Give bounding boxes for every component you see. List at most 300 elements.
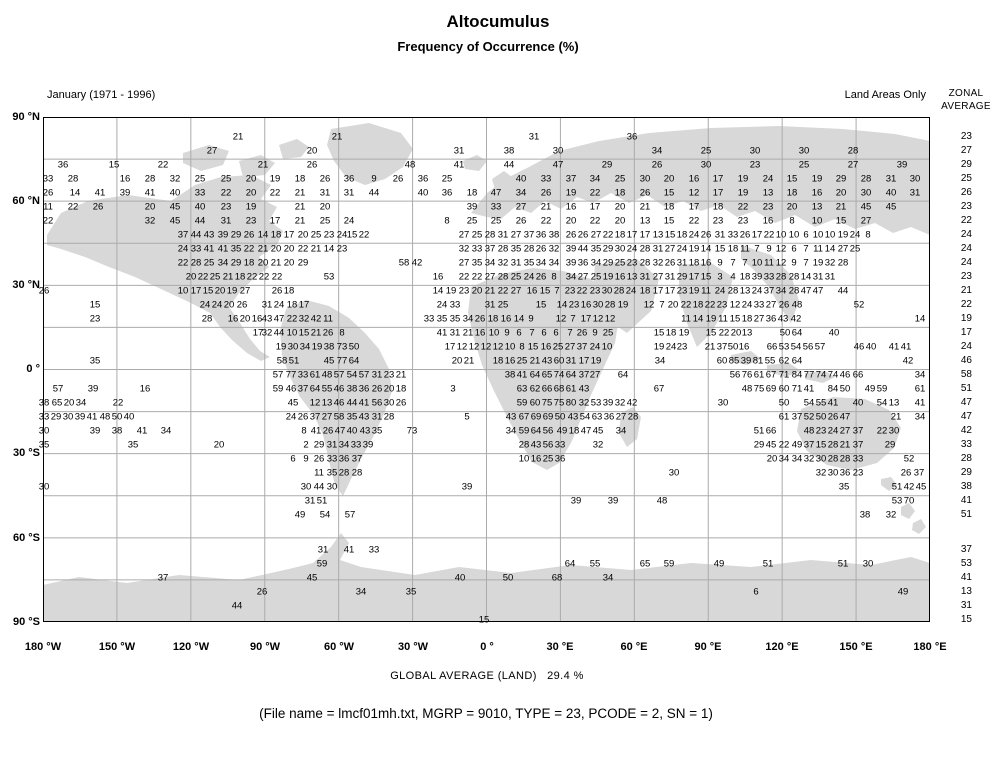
zonal-average-value: 41 [960,495,972,506]
grid-value: 59 [272,383,284,395]
grid-value: 36 [535,229,547,241]
grid-value: 22 [177,257,189,269]
grid-value: 23 [383,369,395,381]
grid-value: 36 [554,453,566,465]
grid-value: 22 [112,397,124,409]
grid-value: 64 [530,425,542,437]
grid-value: 69 [542,411,554,423]
grid-value: 15 [815,439,827,451]
grid-value: 41 [136,425,148,437]
zonal-average-value: 46 [960,355,972,366]
grid-value: 28 [827,453,839,465]
grid-value: 37 [157,572,169,584]
grid-value: 18 [395,383,407,395]
grid-value: 12 [555,313,567,325]
grid-value: 57 [344,509,356,521]
grid-value: 50 [839,383,851,395]
grid-value: 32 [592,439,604,451]
grid-value: 81 [752,355,764,367]
grid-value: 26 [535,271,547,283]
grid-value: 20 [786,201,798,213]
grid-value: 30 [717,397,729,409]
grid-value: 10 [518,453,530,465]
grid-value: 18 [492,355,504,367]
grid-value: 50 [111,411,123,423]
grid-value: 80 [565,397,577,409]
grid-value: 42 [790,313,802,325]
grid-value: 22 [602,229,614,241]
longitude-tick-label: 0 ° [480,641,494,653]
longitude-tick-label: 90 °W [249,641,281,653]
latitude-tick-label: 90 °N [12,111,40,123]
grid-value: 20 [451,355,463,367]
grid-value: 44 [190,229,202,241]
grid-value: 30 [815,453,827,465]
grid-value: 12 [309,397,321,409]
grid-value: 74 [827,369,839,381]
grid-value: 15 [108,159,120,171]
grid-value: 43 [358,411,370,423]
grid-value: 26 [827,411,839,423]
grid-value: 18 [727,243,739,255]
grid-value: 28 [788,271,800,283]
grid-value: 77 [285,369,297,381]
grid-value: 13 [652,229,664,241]
grid-value: 11 [813,243,823,255]
file-info: (File name = lmcf01mh.txt, MGRP = 9010, TYPE = 23, PCODE = 2, SN = 1) [259,706,713,721]
grid-value: 30 [300,481,312,493]
grid-value: 8 [339,327,345,339]
grid-value: 23 [716,299,728,311]
grid-value: 76 [741,369,753,381]
grid-value: 21 [257,243,269,255]
grid-value: 45 [592,425,604,437]
grid-value: 12 [492,341,504,353]
grid-value: 55 [589,558,601,570]
grid-value: 12 [480,341,492,353]
zonal-average-value: 47 [960,397,972,408]
grid-value: 44 [837,285,849,297]
grid-value: 6 [791,243,797,255]
grid-value: 29 [313,439,325,451]
grid-value: 38 [323,341,335,353]
grid-value: 13 [626,271,638,283]
grid-value: 31 [371,369,383,381]
grid-value: 11 [740,243,750,255]
zonal-average-value: 21 [960,285,972,296]
grid-value: 13 [639,215,651,227]
grid-value: 21 [222,271,234,283]
grid-value: 29 [676,271,688,283]
grid-value: 44 [231,600,243,612]
grid-value: 14 [824,243,836,255]
zonal-average-value: 53 [960,558,972,569]
grid-value: 75 [541,397,553,409]
page-subtitle: Frequency of Occurrence (%) [397,39,579,54]
grid-value: 31 [497,229,509,241]
grid-value: 29 [601,159,613,171]
grid-value: 15 [527,341,539,353]
grid-value: 45 [169,201,181,213]
grid-value: 21 [529,355,541,367]
grid-value: 8 [444,215,450,227]
grid-value: 23 [336,243,348,255]
grid-value: 33 [194,187,206,199]
grid-value: 19 [737,173,749,185]
grid-value: 21 [294,215,306,227]
grid-value: 59 [518,425,530,437]
grid-value: 64 [309,383,321,395]
grid-value: 7 [803,257,809,269]
grid-value: 17 [580,313,592,325]
grid-value: 51 [316,495,328,507]
grid-value: 41 [94,187,106,199]
grid-value: 13 [739,285,751,297]
grid-value: 21 [463,355,475,367]
grid-value: 7 [730,257,736,269]
grid-value: 28 [839,453,851,465]
grid-value: 62 [778,355,790,367]
grid-value: 58 [398,257,410,269]
grid-value: 60 [716,355,728,367]
grid-value: 24 [336,229,348,241]
grid-value: 10 [788,229,800,241]
zonal-average-value: 24 [960,229,972,240]
grid-value: 18 [466,187,478,199]
grid-value: 25 [471,229,483,241]
grid-value: 50 [502,572,514,584]
grid-value: 9 [303,453,309,465]
grid-value: 49 [791,439,803,451]
grid-value: 20 [214,285,226,297]
grid-value: 51 [288,355,300,367]
grid-value: 29 [230,229,242,241]
grid-value: 40 [194,201,206,213]
grid-value: 33 [727,229,739,241]
grid-value: 35 [346,411,358,423]
grid-value: 28 [190,257,202,269]
grid-value: 25 [552,341,564,353]
grid-value: 19 [678,327,690,339]
grid-value: 47 [552,159,564,171]
grid-value: 24 [625,285,637,297]
grid-value: 41 [310,425,322,437]
zonal-average-header-line2: AVERAGE [941,101,991,112]
grid-value: 22 [704,299,716,311]
grid-value: 19 [565,187,577,199]
grid-value: 31 [510,257,522,269]
grid-value: 30 [383,397,395,409]
grid-value: 24 [273,299,285,311]
grid-value: 47 [334,425,346,437]
grid-value: 19 [226,285,238,297]
grid-value: 38 [504,369,516,381]
grid-value: 60 [553,355,565,367]
grid-value: 22 [67,201,79,213]
grid-value: 20 [667,299,679,311]
grid-value: 35 [230,243,242,255]
grid-value: 48 [99,411,111,423]
grid-value: 16 [614,271,626,283]
zonal-average-value: 15 [960,614,972,625]
grid-value: 39 [602,397,614,409]
grid-value: 13 [888,397,900,409]
grid-value: 49 [864,383,876,395]
grid-value: 44 [577,243,589,255]
grid-value: 51 [891,481,903,493]
grid-value: 22 [763,229,775,241]
grid-value: 52 [803,411,815,423]
grid-value: 45 [860,201,872,213]
grid-value: 27 [753,313,765,325]
longitude-tick-label: 120 °W [172,641,210,653]
grid-value: 36 [839,467,851,479]
grid-value: 23 [762,201,774,213]
grid-value: 39 [751,271,763,283]
grid-value: 25 [798,159,810,171]
grid-value: 33 [753,299,765,311]
grid-value: 34 [75,397,87,409]
grid-value: 18 [286,299,298,311]
grid-value: 39 [74,411,86,423]
grid-value: 67 [653,383,665,395]
grid-value: 34 [654,355,666,367]
grid-value: 65 [51,397,63,409]
grid-value: 54 [790,341,802,353]
zonal-average-value: 29 [960,467,972,478]
grid-value: 26 [38,285,50,297]
grid-value: 29 [230,257,242,269]
grid-value: 22 [876,425,888,437]
grid-value: 32 [885,509,897,521]
grid-value: 12 [592,313,604,325]
grid-value: 20 [283,257,295,269]
grid-value: 20 [766,453,778,465]
grid-value: 39 [362,439,374,451]
grid-value: 9 [592,327,598,339]
grid-value: 30 [798,145,810,157]
grid-value: 18 [639,285,651,297]
grid-value: 3 [450,383,456,395]
grid-value: 45 [323,355,335,367]
grid-value: 31 [453,145,465,157]
grid-value: 16 [762,215,774,227]
grid-value: 41 [217,243,229,255]
latitude-tick-label: 90 °S [12,616,40,628]
grid-value: 40 [852,397,864,409]
grid-value: 28 [627,411,639,423]
grid-value: 24 [211,299,223,311]
grid-value: 23 [220,201,232,213]
grid-value: 58 [333,411,345,423]
grid-value: 34 [355,586,367,598]
grid-value: 36 [57,159,69,171]
new-zealand-south [912,519,926,534]
grid-value: 17 [190,285,202,297]
grid-value: 25 [441,173,453,185]
grid-value: 28 [860,173,872,185]
grid-value: 18 [234,271,246,283]
grid-value: 34 [515,187,527,199]
grid-value: 34 [602,572,614,584]
grid-value: 31 [714,229,726,241]
grid-value: 24 [436,299,448,311]
grid-value: 3 [717,271,723,283]
grid-value: 6 [803,229,809,241]
latitude-tick-label: 30 °N [12,279,40,291]
grid-value: 77 [336,355,348,367]
grid-value: 24 [523,271,535,283]
grid-value: 46 [333,383,345,395]
grid-value: 53 [590,397,602,409]
grid-value: 5 [464,411,470,423]
grid-value: 7 [570,313,576,325]
grid-value: 30 [827,467,839,479]
grid-value: 35 [510,243,522,255]
grid-value: 8 [301,425,307,437]
grid-value: 42 [903,481,915,493]
grid-value: 6 [541,327,547,339]
grid-value: 34 [299,341,311,353]
grid-value: 39 [461,481,473,493]
grid-value: 15 [705,327,717,339]
grid-value: 21 [639,201,651,213]
grid-value: 18 [741,313,753,325]
grid-value: 68 [553,383,565,395]
grid-value: 59 [876,383,888,395]
zonal-average-value: 25 [960,173,972,184]
grid-value: 12 [775,243,787,255]
grid-value: 57 [52,383,64,395]
grid-value: 31 [261,299,273,311]
grid-value: 25 [319,215,331,227]
grid-value: 30 [38,425,50,437]
grid-value: 39 [570,495,582,507]
grid-value: 13 [762,187,774,199]
grid-value: 41 [453,159,465,171]
grid-value: 26 [371,383,383,395]
longitude-tick-label: 30 °W [397,641,429,653]
grid-value: 20 [245,187,257,199]
grid-value: 21 [462,327,474,339]
grid-value: 33 [38,411,50,423]
grid-value: 27 [847,159,859,171]
grid-value: 40 [346,425,358,437]
grid-value: 6 [753,586,759,598]
grid-value: 18 [739,271,751,283]
grid-value: 16 [700,257,712,269]
grid-value: 54 [319,509,331,521]
grid-value: 14 [323,243,335,255]
grid-value: 50 [779,327,791,339]
grid-value: 33 [297,369,309,381]
grid-value: 21 [232,131,244,143]
grid-value: 16 [580,299,592,311]
grid-value: 54 [346,369,358,381]
grid-value: 10 [824,229,836,241]
grid-value: 24 [285,411,297,423]
grid-value: 41 [803,383,815,395]
grid-value: 23 [815,425,827,437]
grid-value: 41 [436,327,448,339]
grid-value: 31 [449,327,461,339]
grid-value: 26 [535,243,547,255]
zonal-average-value: 23 [960,271,972,282]
grid-value: 23 [89,313,101,325]
grid-value: 4 [730,271,736,283]
grid-value: 17 [664,285,676,297]
grid-value: 38 [38,397,50,409]
grid-value: 30 [862,558,874,570]
grid-value: 15 [653,327,665,339]
grid-value: 16 [811,187,823,199]
grid-value: 28 [639,243,651,255]
grid-value: 24 [177,243,189,255]
grid-value: 22 [220,187,232,199]
grid-value: 20 [239,313,251,325]
grid-value: 29 [753,439,765,451]
grid-value: 13 [811,201,823,213]
grid-value: 46 [333,397,345,409]
grid-value: 22 [197,271,209,283]
grid-value: 34 [615,425,627,437]
grid-value: 44 [368,187,380,199]
grid-value: 64 [791,327,803,339]
grid-value: 39 [607,495,619,507]
grid-value: 48 [803,425,815,437]
grid-value: 57 [333,369,345,381]
grid-value: 35 [471,257,483,269]
grid-value: 21 [310,327,322,339]
zonal-average-value: 13 [960,586,972,597]
grid-value: 15 [664,229,676,241]
grid-value: 9 [371,173,377,185]
grid-value: 30 [326,481,338,493]
grid-value: 47 [800,285,812,297]
grid-value: 35 [590,243,602,255]
grid-value: 18 [676,229,688,241]
grid-value: 40 [828,327,840,339]
grid-value: 33 [471,243,483,255]
grid-value: 24 [827,425,839,437]
grid-value: 31 [220,215,232,227]
grid-value: 27 [564,341,576,353]
grid-value: 17 [688,201,700,213]
grid-value: 28 [727,285,739,297]
zonal-average-header-line1: ZONAL [948,88,984,99]
grid-value: 25 [220,173,232,185]
grid-value: 34 [914,411,926,423]
grid-value: 27 [837,243,849,255]
grid-value: 17 [252,327,264,339]
grid-value: 21 [484,285,496,297]
grid-value: 37 [852,439,864,451]
grid-value: 25 [849,243,861,255]
grid-value: 20 [223,299,235,311]
grid-value: 15 [535,299,547,311]
grid-value: 45 [765,439,777,451]
grid-value: 16 [530,453,542,465]
grid-value: 47 [490,187,502,199]
grid-value: 39 [565,257,577,269]
grid-value: 30 [860,187,872,199]
grid-value: 8 [789,215,795,227]
grid-value: 12 [775,257,787,269]
grid-value: 15 [346,229,358,241]
grid-value: 28 [144,173,156,185]
grid-value: 36 [626,131,638,143]
grid-value: 19 [311,341,323,353]
